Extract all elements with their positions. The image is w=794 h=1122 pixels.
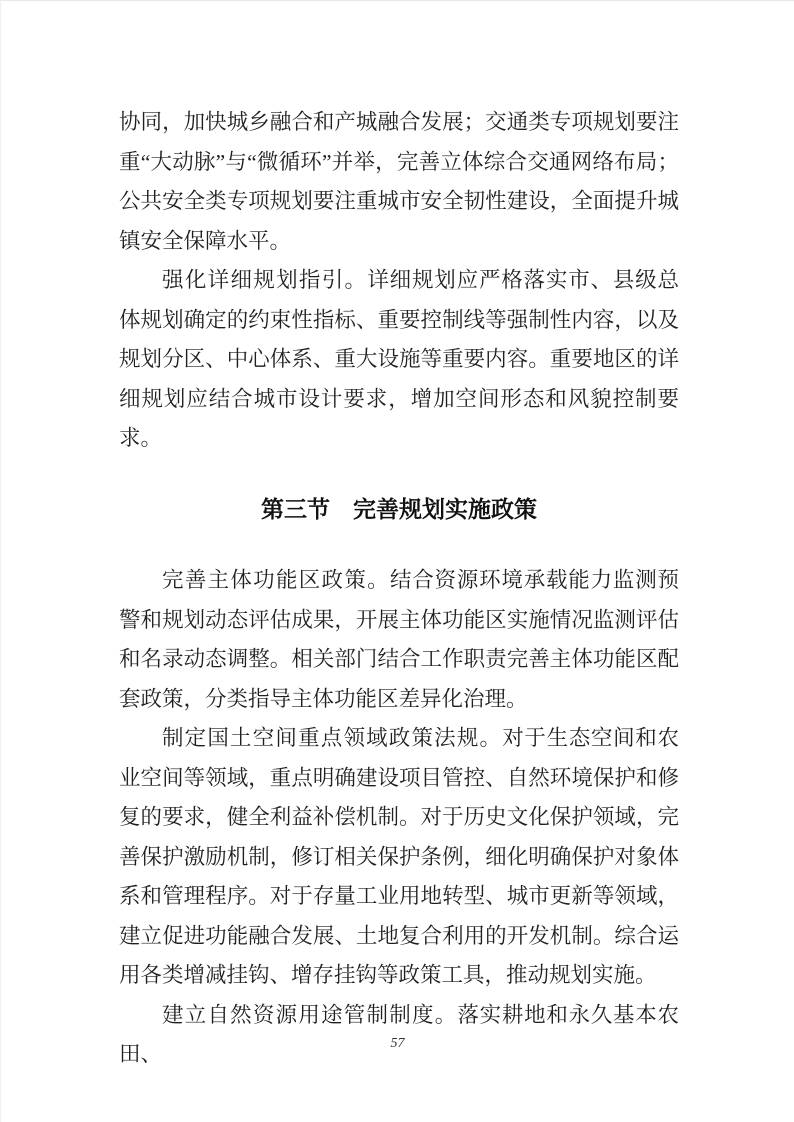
paragraph-text: 落实耕地和永久基本农田、 (119, 1002, 679, 1066)
paragraph-continued (119, 103, 679, 261)
paragraph (119, 561, 679, 719)
paragraph-lead-sentence: 制定国土空间重点领域政策法规。 (162, 726, 503, 750)
paragraph-lead-sentence: 强化详细规划指引。 (162, 268, 368, 292)
section-heading: 第三节 完善规划实施政策 (261, 495, 537, 522)
paragraph-text: 详细规划应严格落实市、县级总体规划确定的约束性指标、重要控制线等强制性内容，以及规划分区、中心体系、重大设施等重要内容。重要地区的详细规划应结合城市设计要求，增加空间形态和风貌控制要求。 (119, 268, 679, 450)
paragraph-text: 协同，加快城乡融合和产城融合发展；交通类专项规划要注重“大动脉”与“微循环”并举，完善立体综合交通网络布局；公共安全类专项规划要注重城市安全韧性建设，全面提升城镇安全保障水平。 (119, 110, 679, 253)
body-text (119, 103, 679, 1075)
paragraph-text: 对于生态空间和农业空间等领域，重点明确建设项目管控、自然环境保护和修复的要求，健全利益补偿机制。对于历史文化保护领域，完善保护激励机制，修订相关保护条例，细化明确保护对象体系和管理程序。对于存量工业用地转型、城市更新等领域，建立促进功能融合发展、土地复合利用的开发机制。综合运用各类增减挂钩、增存挂钩等政策工具，推动规划实施。 (119, 726, 679, 987)
paragraph-lead-sentence: 完善主体功能区政策。 (162, 568, 390, 592)
paragraph (119, 719, 679, 996)
paragraph-text: 结合资源环境承载能力监测预警和规划动态评估成果，开展主体功能区实施情况监测评估和名录动态调整。相关部门结合工作职责完善主体功能区配套政策，分类指导主体功能区差异化治理。 (119, 568, 679, 711)
page-number: 57 (390, 1036, 405, 1051)
page-footer (1, 1034, 794, 1052)
paragraph-lead-sentence: 建立自然资源用途管制制度。 (162, 1002, 458, 1027)
paragraph (119, 261, 679, 459)
